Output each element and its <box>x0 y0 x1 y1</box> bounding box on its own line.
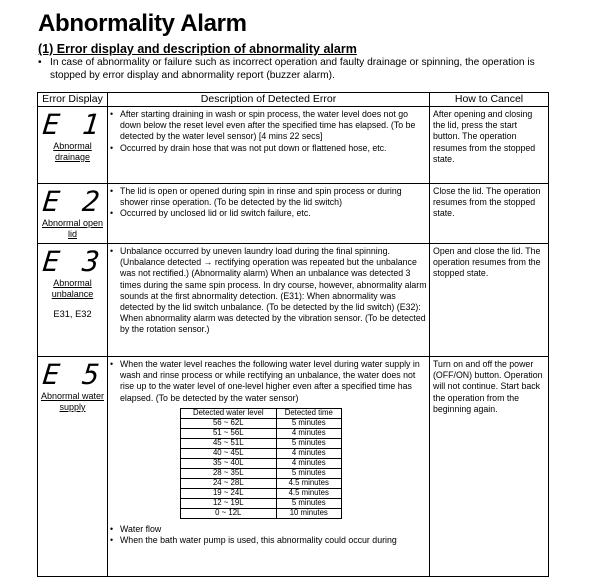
water-level-table <box>180 408 342 519</box>
error-display-cell <box>38 357 108 577</box>
description-cell <box>108 244 430 357</box>
cancel-cell: Turn on and off the power (OFF/ON) button. Operation will not continue. Start back the operation from the beginning again. <box>430 357 549 577</box>
list-item: • After starting draining in wash or spin process, the water level does not go down below the reset level even after the specified time has elapsed. (To be detected by the water level sensor) [4 mins 22 secs] <box>110 109 416 142</box>
error-display-cell <box>38 107 108 184</box>
water-level-header: Detected water level <box>181 408 277 418</box>
error-code: E 3 <box>41 245 105 278</box>
water-level-header: Detected time <box>276 408 341 418</box>
water-level-row: 35 ~ 40L 4 minutes <box>181 458 342 468</box>
column-header: Description of Detected Error <box>108 93 430 107</box>
description-cell <box>108 184 430 244</box>
error-display-cell <box>38 184 108 244</box>
table-row <box>38 107 549 184</box>
intro-text: In case of abnormality or failure such as incorrect operation and faulty drainage or spinning, the operation is stopped by error display and abnormality report (buzzer alarm). <box>50 57 535 81</box>
page-title: Abnormality Alarm <box>38 10 247 37</box>
table-row <box>38 244 549 357</box>
table-row <box>38 184 549 244</box>
section-heading: (1) Error display and description of abnormality alarm <box>38 42 357 56</box>
list-item: • Occurred by drain hose that was not put down or flattened hose, etc. <box>110 142 387 153</box>
column-header: How to Cancel <box>430 93 549 107</box>
list-item: • When the bath water pump is used, this abnormality could occur during <box>110 535 397 546</box>
error-name: Abnormal open lid <box>41 218 104 239</box>
water-level-row: 40 ~ 45L 4 minutes <box>181 448 342 458</box>
cancel-cell: Close the lid. The operation resumes from the stopped state. <box>430 184 549 244</box>
error-name: Abnormal unbalance <box>51 278 94 299</box>
table-row <box>38 357 549 577</box>
column-header: Error Display <box>38 93 108 107</box>
error-code: E 5 <box>41 358 105 391</box>
list-item: • Unbalance occurred by uneven laundry load during the final spinning. (Unbalance detected → rectifying operation was repeated but the unbalance was not rectified.) (Abnormality alarm) When an unbalance was detected 3 times during the same spin process. In dry course, however, abnormality alarm sounds at the first abnormality detection. (E31): When abnormality was detected by the lid switch unbalance. (To be detected by the lid switch) (E32): When abnormality alarm was detected by the vibration sensor. (To be detected by the rotation sensor.) <box>110 246 427 335</box>
list-item: • The lid is open or opened during spin in rinse and spin process or during shower rinse operation. (To be detected by the lid switch) <box>110 186 402 208</box>
intro-paragraph <box>38 56 558 82</box>
water-level-row: 28 ~ 35L 5 minutes <box>181 468 342 478</box>
error-code: E 2 <box>41 185 105 218</box>
bullet: • <box>38 57 42 68</box>
water-level-row: 45 ~ 51L 5 minutes <box>181 438 342 448</box>
cancel-cell: After opening and closing the lid, press the start button. The operation resumes from the stopped state. <box>430 107 549 184</box>
list-item: • Water flow <box>110 523 162 534</box>
description-cell <box>108 107 430 184</box>
list-item: • When the water level reaches the following water level during water supply in wash and rinse process or while rectifying an unbalance, the water does not rise up to the water level of one-level higher even after a specified time has elapsed. (To be detected by the water sensor) <box>110 359 420 403</box>
table-header-row <box>38 93 549 107</box>
water-level-header-row <box>181 408 342 418</box>
water-level-row: 0 ~ 12L 10 minutes <box>181 508 342 518</box>
water-level-row: 51 ~ 56L 4 minutes <box>181 428 342 438</box>
cancel-cell: Open and close the lid. The operation resumes from the stopped state. <box>430 244 549 357</box>
error-name: Abnormal drainage <box>53 141 92 162</box>
water-level-row: 12 ~ 19L 5 minutes <box>181 498 342 508</box>
description-cell <box>108 357 430 577</box>
error-subcodes: E31, E32 <box>53 309 92 319</box>
list-item: • Occurred by unclosed lid or lid switch failure, etc. <box>110 208 311 219</box>
error-code: E 1 <box>41 108 105 141</box>
error-display-cell <box>38 244 108 357</box>
error-name: Abnormal water supply <box>40 391 105 412</box>
water-level-row: 19 ~ 24L 4.5 minutes <box>181 488 342 498</box>
error-table <box>37 92 549 577</box>
water-level-row: 24 ~ 28L 4.5 minutes <box>181 478 342 488</box>
water-level-row: 56 ~ 62L 5 minutes <box>181 418 342 428</box>
